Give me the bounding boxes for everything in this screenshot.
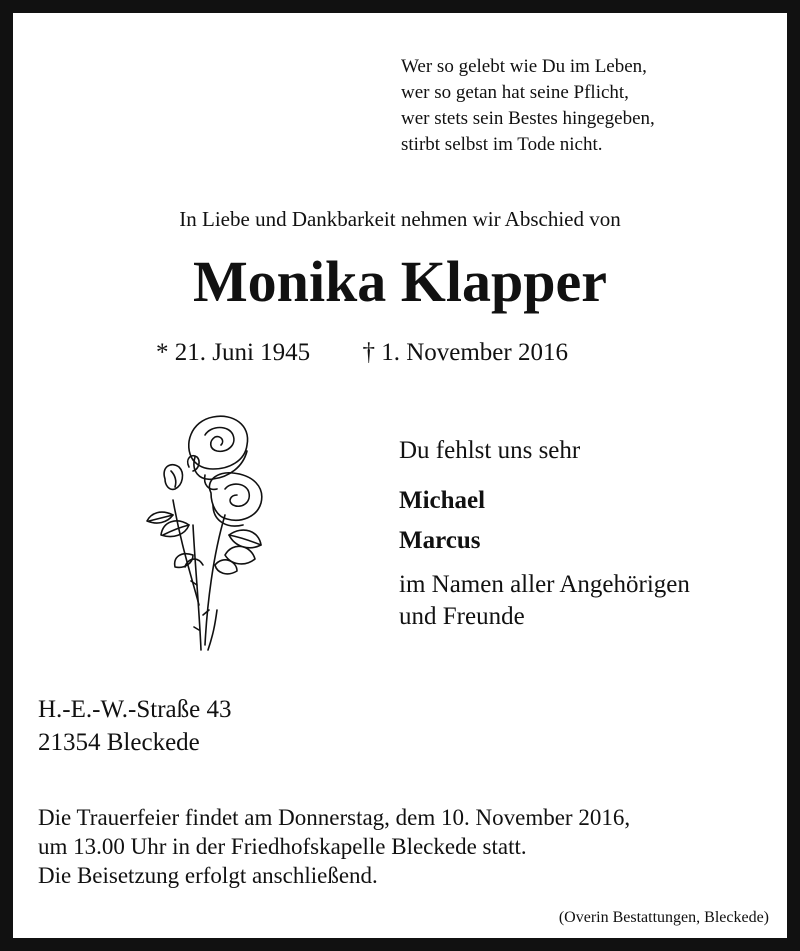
undertaker-credit: (Overin Bestattungen, Bleckede) <box>558 909 769 926</box>
deceased-name: Monika Klapper <box>192 249 608 314</box>
rose-icon <box>133 405 273 655</box>
funeral-service-info <box>38 803 630 890</box>
address-city: 21354 Bleckede <box>38 729 200 756</box>
signer-name: Marcus <box>399 527 481 554</box>
service-line: um 13.00 Uhr in der Friedhofskapelle Bleckede statt. <box>38 834 527 859</box>
poem-line: Wer so gelebt wie Du im Leben, <box>401 56 647 77</box>
death-date: † 1. November 2016 <box>362 339 568 366</box>
service-line: Die Trauerfeier findet am Donnerstag, dem 10. November 2016, <box>38 805 631 830</box>
message-text: Du fehlst uns sehr <box>399 437 581 464</box>
memorial-poem <box>401 54 655 158</box>
birth-date: * 21. Juni 1945 <box>156 339 311 366</box>
poem-line: wer stets sein Bestes hingegeben, <box>401 108 655 129</box>
family-line: und Freunde <box>399 603 525 630</box>
signer-name: Michael <box>399 487 486 514</box>
service-line: Die Beisetzung erfolgt anschließend. <box>38 863 378 888</box>
family-line: im Namen aller Angehörigen <box>399 571 690 598</box>
address-street: H.-E.-W.-Straße 43 <box>38 696 232 723</box>
poem-line: stirbt selbst im Tode nicht. <box>401 134 603 155</box>
mourning-address <box>38 693 231 759</box>
life-dates <box>156 339 568 367</box>
farewell-intro: In Liebe und Dankbarkeit nehmen wir Abschied von <box>179 207 621 231</box>
poem-line: wer so getan hat seine Pflicht, <box>401 82 629 103</box>
family-note <box>399 569 690 633</box>
